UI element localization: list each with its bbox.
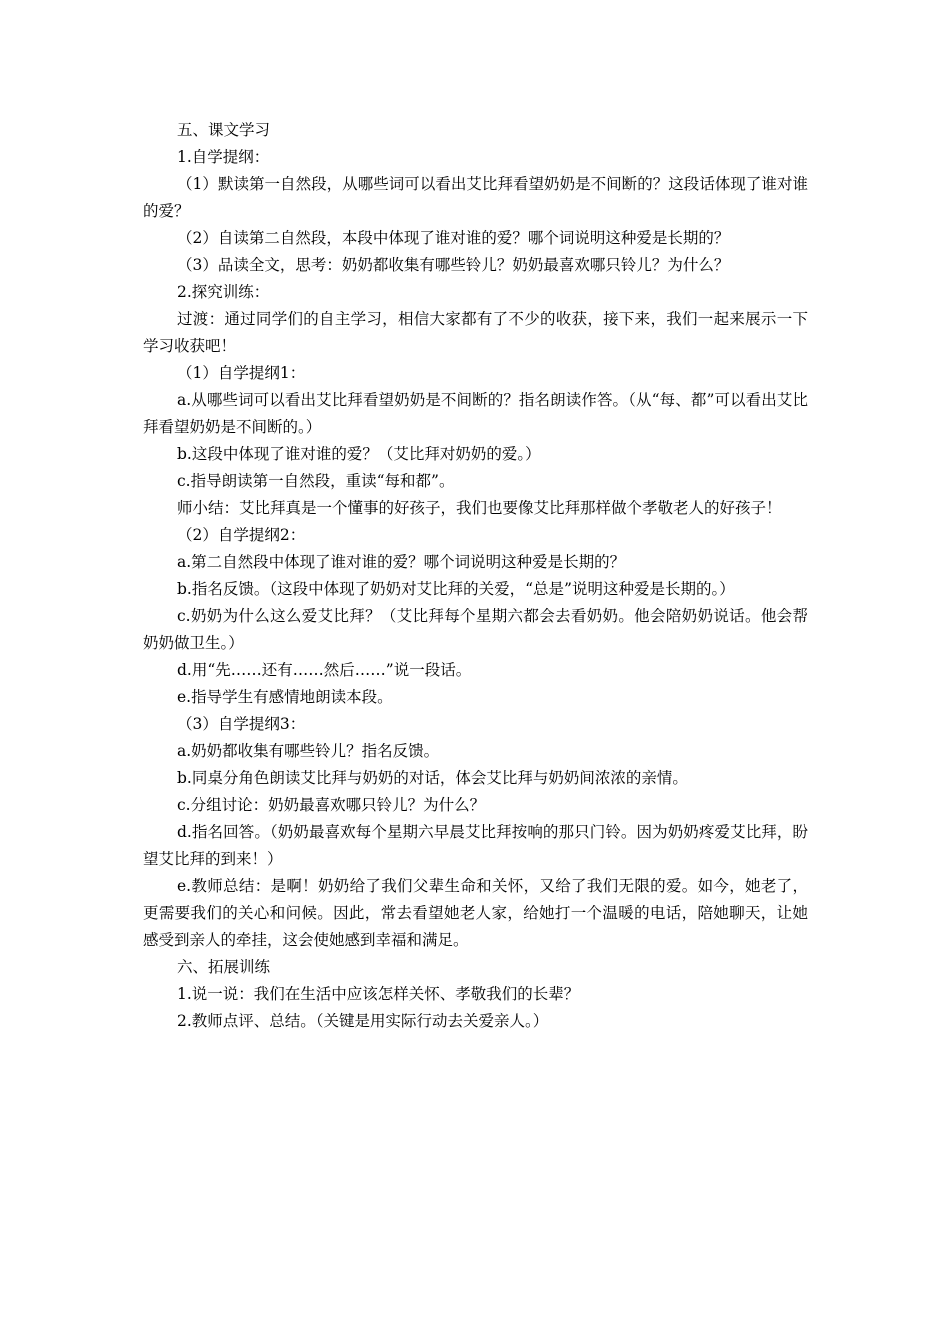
subsection-outline-1: （1）自学提纲1： bbox=[177, 364, 306, 382]
outline-1-item-a: a.从哪些词可以看出艾比拜看望奶奶是不间断的？指名朗读作答。（从“每、都”可以看出艾比拜看望奶奶是不间断的。） bbox=[143, 391, 808, 436]
exploration-heading: 2.探究训练： bbox=[177, 283, 270, 301]
subsection-outline-3: （3）自学提纲3： bbox=[177, 715, 306, 733]
outline-1-item-b: b.这段中体现了谁对谁的爱？（艾比拜对奶奶的爱。） bbox=[177, 445, 541, 463]
section-heading-lesson-study: 五、课文学习 bbox=[177, 121, 271, 139]
document-body bbox=[143, 117, 808, 1035]
outline-3-item-e: e.教师总结：是啊！奶奶给了我们父辈生命和关怀，又给了我们无限的爱。如今，她老了，更需要我们的关心和问候。因此，常去看望她老人家，给她打一个温暖的电话，陪她聊天，让她感受到亲人的牵挂，这会使她感到幸福和满足。 bbox=[143, 877, 808, 949]
outline-item-1: （1）默读第一自然段，从哪些词可以看出艾比拜看望奶奶是不间断的？这段话体现了谁对谁的爱？ bbox=[143, 175, 808, 220]
teacher-summary-1: 师小结：艾比拜真是一个懂事的好孩子，我们也要像艾比拜那样做个孝敬老人的好孩子！ bbox=[177, 499, 782, 517]
outline-3-item-b: b.同桌分角色朗读艾比拜与奶奶的对话，体会艾比拜与奶奶间浓浓的亲情。 bbox=[177, 769, 688, 787]
subsection-outline-2: （2）自学提纲2： bbox=[177, 526, 306, 544]
extension-item-1: 1.说一说：我们在生活中应该怎样关怀、孝敬我们的长辈？ bbox=[177, 985, 580, 1003]
outline-1-item-c: c.指导朗读第一自然段，重读“每和都”。 bbox=[177, 472, 455, 490]
extension-item-2: 2.教师点评、总结。（关键是用实际行动去关爱亲人。） bbox=[177, 1012, 549, 1030]
outline-2-item-b: b.指名反馈。（这段中体现了奶奶对艾比拜的关爱，“总是”说明这种爱是长期的。） bbox=[177, 580, 735, 598]
outline-3-item-a: a.奶奶都收集有哪些铃儿？指名反馈。 bbox=[177, 742, 440, 760]
outline-item-3: （3）品读全文，思考：奶奶都收集有哪些铃儿？奶奶最喜欢哪只铃儿？为什么？ bbox=[177, 256, 730, 274]
outline-3-item-d: d.指名回答。（奶奶最喜欢每个星期六早晨艾比拜按响的那只门铃。因为奶奶疼爱艾比拜，盼望艾比拜的到来！） bbox=[143, 823, 808, 868]
outline-heading: 1.自学提纲： bbox=[177, 148, 270, 166]
outline-2-item-a: a.第二自然段中体现了谁对谁的爱？哪个词说明这种爱是长期的？ bbox=[177, 553, 626, 571]
transition-paragraph: 过渡：通过同学们的自主学习，相信大家都有了不少的收获，接下来，我们一起来展示一下学习收获吧！ bbox=[143, 310, 808, 355]
outline-3-item-c: c.分组讨论：奶奶最喜欢哪只铃儿？为什么？ bbox=[177, 796, 486, 814]
outline-2-item-d: d.用“先……还有……然后……”说一段话。 bbox=[177, 661, 472, 679]
outline-2-item-e: e.指导学生有感情地朗读本段。 bbox=[177, 688, 393, 706]
outline-2-item-c: c.奶奶为什么这么爱艾比拜？（艾比拜每个星期六都会去看奶奶。他会陪奶奶说话。他会帮奶奶做卫生。） bbox=[143, 607, 808, 652]
section-heading-extension: 六、拓展训练 bbox=[177, 958, 271, 976]
outline-item-2: （2）自读第二自然段，本段中体现了谁对谁的爱？哪个词说明这种爱是长期的？ bbox=[177, 229, 730, 247]
